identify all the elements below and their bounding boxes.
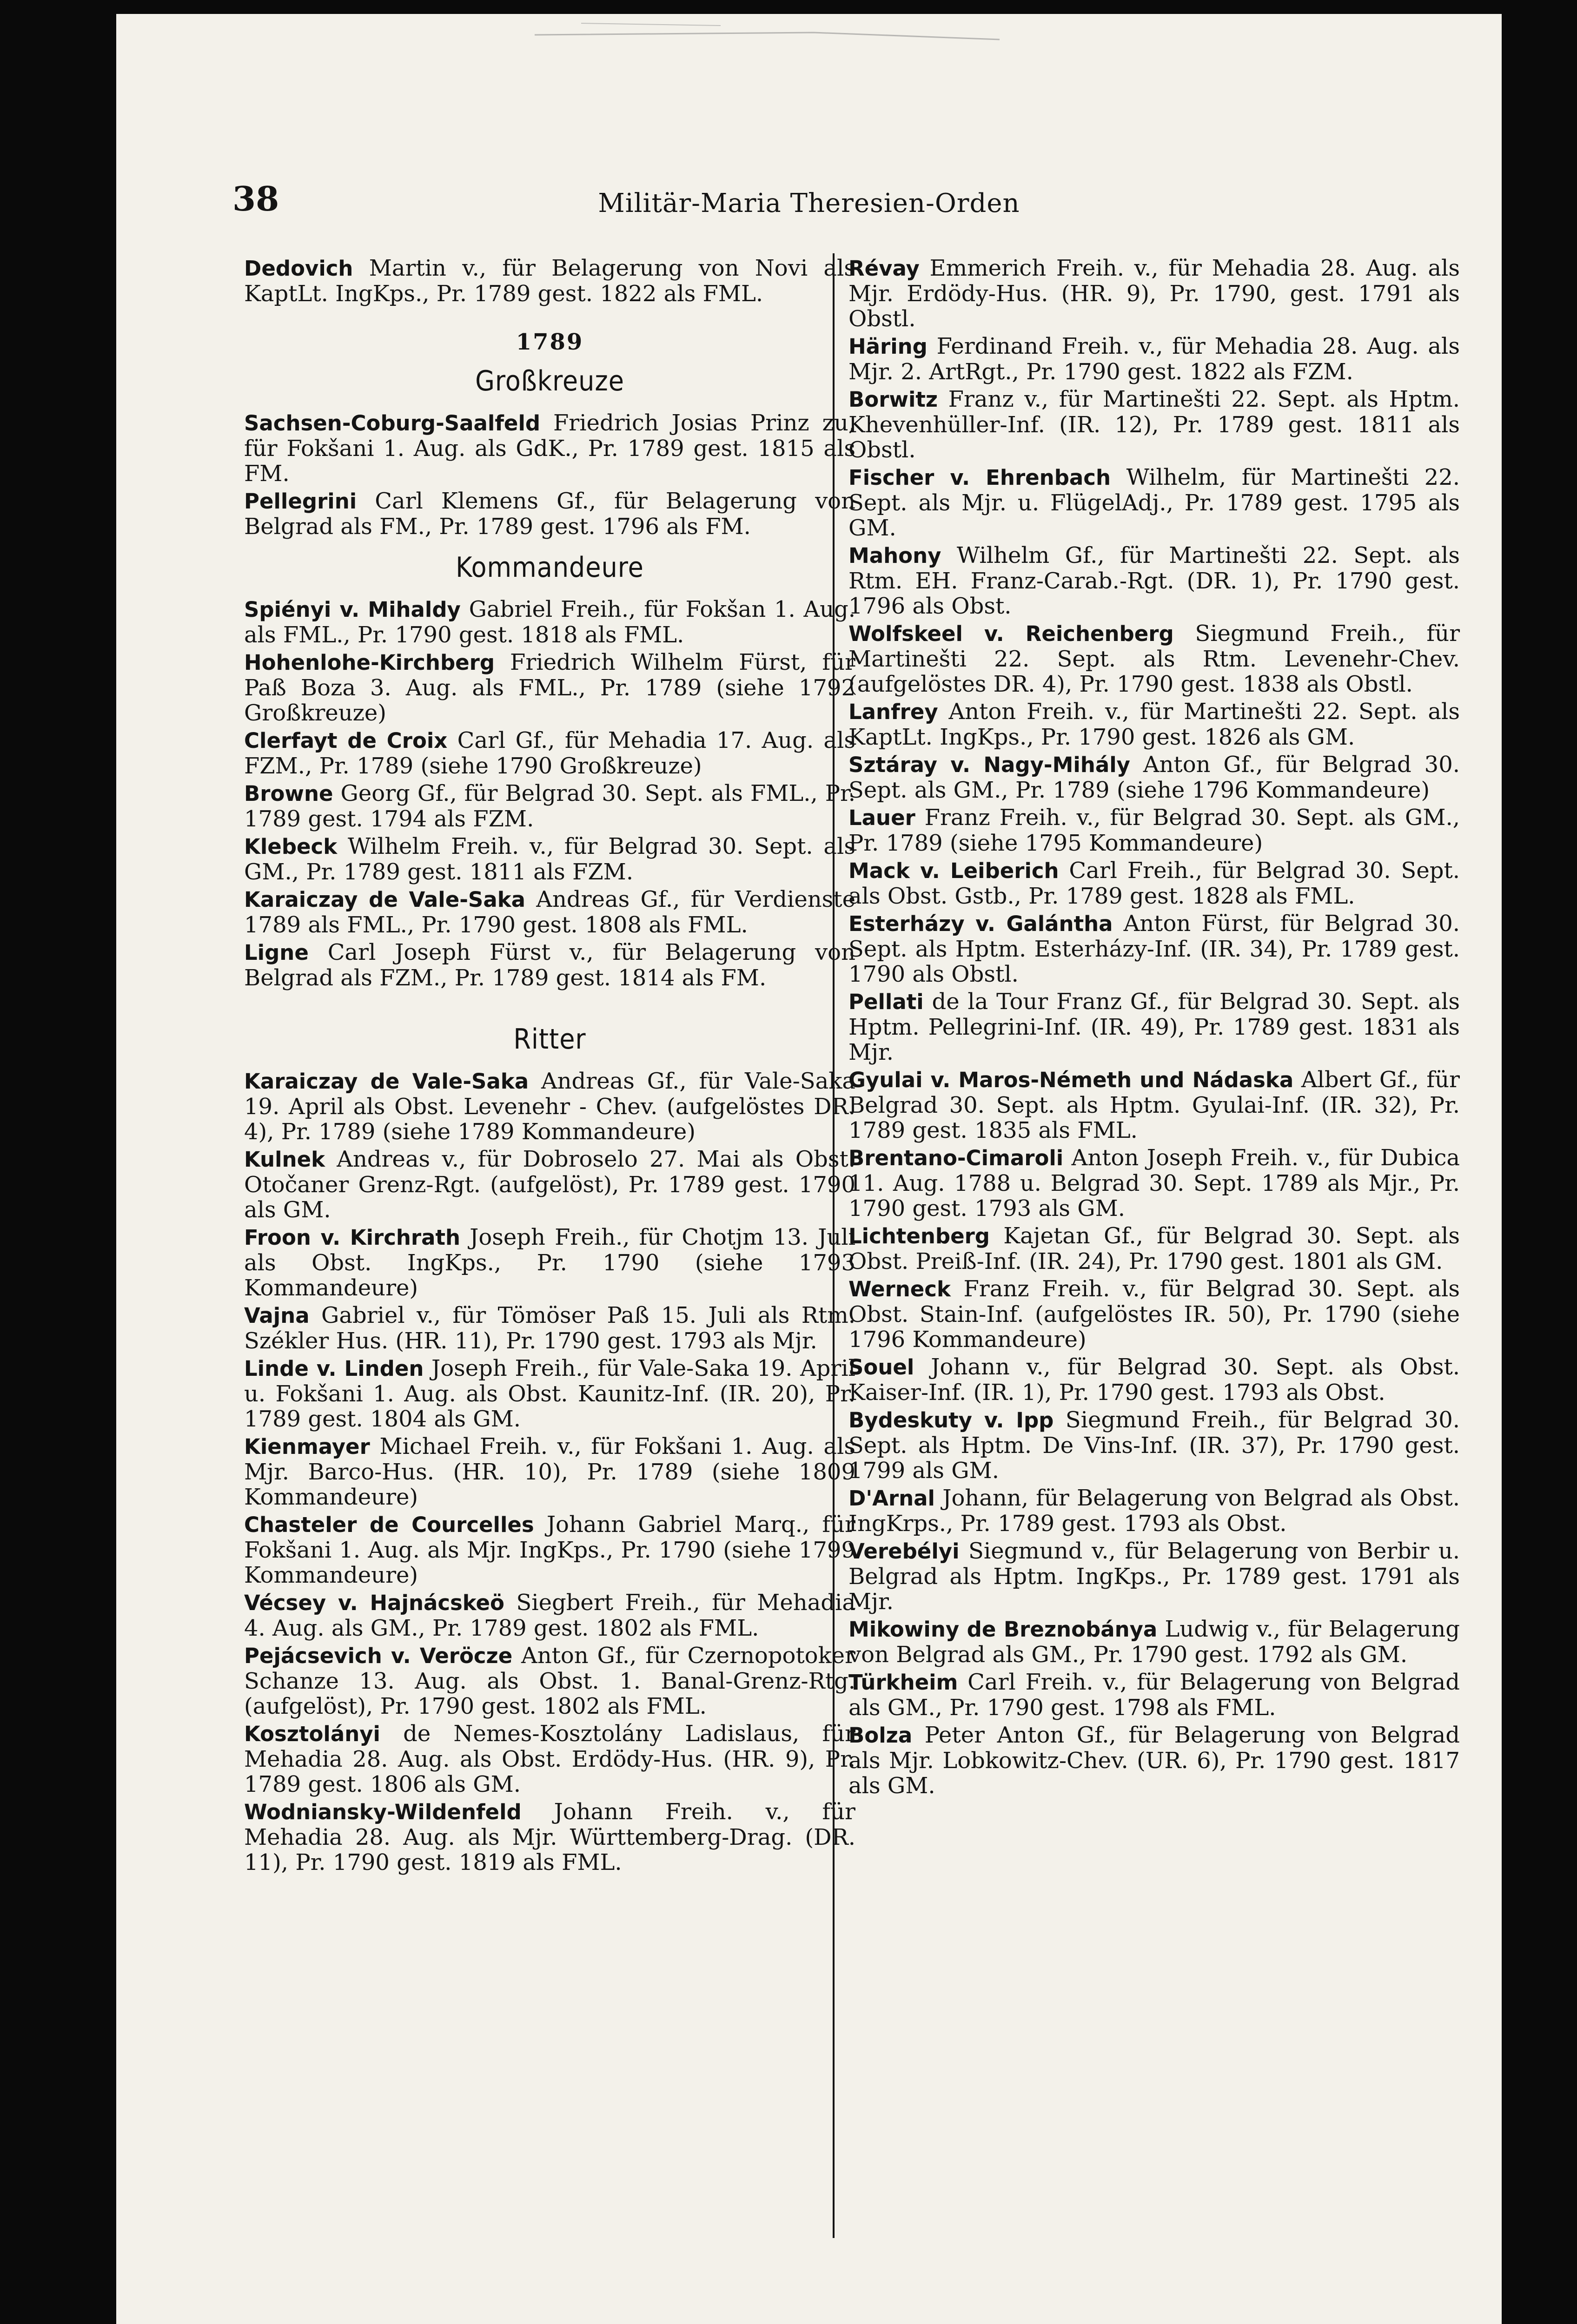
entry-text: Johann v., für Belgrad 30. Sept. als Obst. Kaiser-Inf. (IR. 1), Pr. 1790 gest. 1793 als Obst. [848,1354,1460,1406]
entry-name: Dedovich [244,256,353,281]
entry [244,1512,855,1588]
entry-text: Franz Freih. v., für Belgrad 30. Sept. als GM., Pr. 1789 (siehe 1795 Kommandeure) [848,805,1460,856]
entry-text: Friedrich Wilhelm Fürst, für Paß Boza 3. Aug. als FML., Pr. 1789 (siehe 1792 Großkreuze) [244,649,855,726]
entry-name: Werneck [848,1277,951,1301]
entry-name: Bydeskuty v. Ipp [848,1408,1054,1433]
entry [848,1486,1460,1536]
entry [848,621,1460,697]
section-heading-grosskreuze: Großkreuze [475,365,624,397]
entry-name: Browne [244,781,333,806]
entry [244,1799,855,1875]
entry-name: Froon v. Kirchrath [244,1225,461,1250]
entry-name: Verebélyi [848,1539,960,1564]
entry-text: Friedrich Josias Prinz zu, für Fokšani 1. Aug. als GdK., Pr. 1789 gest. 1815 als FM. [244,410,856,487]
entry [848,805,1460,856]
entry [848,334,1460,384]
entry [244,1147,855,1222]
entry-text: Joseph Freih., für Chotjm 13. Juli als Obst. IngKps., Pr. 1790 (siehe 1793 Kommandeure) [244,1224,855,1301]
entry-text: Franz Freih. v., für Belgrad 30. Sept. als Obst. Stain-Inf. (aufgelöstes IR. 50), Pr. 1790 (siehe 1796 Kommandeure) [848,1276,1460,1353]
entry-text: de la Tour Franz Gf., für Belgrad 30. Sept. als Hptm. Pellegrini-Inf. (IR. 49), Pr. 1789 gest. 1831 als Mjr. [848,989,1460,1065]
entry-name: Häring [848,334,928,359]
entry-name: Vajna [244,1303,310,1328]
year-heading: 1789 [516,329,584,355]
entry-text: de Nemes-Kosztolány Ladislaus, für Mehadia 28. Aug. als Obst. Erdödy-Hus. (HR. 9), Pr. 1789 gest. 1806 als GM. [244,1721,856,1797]
entry [848,1670,1460,1720]
entry [244,1434,855,1510]
entry-text: Johann Gabriel Marq., für Fokšani 1. Aug. als Mjr. IngKps., Pr. 1790 (siehe 1799 Kommandeure) [244,1512,855,1588]
entry-text: Siegmund Freih., für Martinešti 22. Sept. als Rtm. Levenehr-Chev. (aufgelöstes DR. 4), Pr. 1790 gest. 1838 als Obstl. [848,621,1460,697]
entry-text: Martin v., für Belagerung von Novi als KaptLt. IngKps., Pr. 1789 gest. 1822 als FML. [244,255,855,307]
entry-name: Chasteler de Courcelles [244,1512,534,1537]
entry-name: Karaiczay de Vale-Saka [244,887,525,912]
entry [848,989,1460,1065]
entry-text: Michael Freih. v., für Fokšani 1. Aug. als Mjr. Barco-Hus. (HR. 10), Pr. 1789 (siehe 1809 Kommandeure) [244,1433,856,1510]
entry-name: Fischer v. Ehrenbach [848,465,1111,490]
entry-text: Peter Anton Gf., für Belagerung von Belgrad als Mjr. Lobkowitz-Chev. (UR. 6), Pr. 1790 gest. 1817 als GM. [848,1722,1460,1799]
entry-text: Andreas Gf., für Vale-Saka 19. April als Obst. Levenehr - Chev. (aufgelöstes DR. 4), Pr. 1789 (siehe 1789 Kommandeure) [244,1068,855,1145]
entry-name: Lanfrey [848,700,938,724]
entry-name: Mikowiny de Breznobánya [848,1617,1158,1642]
entry [848,1723,1460,1798]
entry [244,410,855,486]
entry-name: Kosztolányi [244,1722,380,1746]
entry [848,256,1460,331]
entry-name: Mahony [848,543,941,568]
entry [244,940,855,990]
entry-name: Hohenlohe-Kirchberg [244,650,495,675]
entry [244,887,855,938]
entry-text: Ferdinand Freih. v., für Mehadia 28. Aug. als Mjr. 2. ArtRgt., Pr. 1790 gest. 1822 als FZM. [848,333,1460,385]
entry-text: Anton Joseph Freih. v., für Dubica 11. Aug. 1788 u. Belgrad 30. Sept. 1789 als Mjr., Pr. 1790 gest. 1793 als GM. [848,1145,1460,1221]
entry [244,1721,855,1797]
entry-text: Carl Gf., für Mehadia 17. Aug. als FZM., Pr. 1789 (siehe 1790 Großkreuze) [244,727,855,779]
entry [848,387,1460,462]
section-heading-kommandeure: Kommandeure [456,551,644,584]
entry-name: Klebeck [244,834,338,859]
entry-name: Lauer [848,805,915,830]
entry-text: Franz v., für Martinešti 22. Sept. als Hptm. Khevenhüller-Inf. (IR. 12), Pr. 1789 gest. 1811 als Obstl. [848,386,1460,463]
entry [244,489,855,539]
entry-name: Kienmayer [244,1434,370,1459]
entry-text: Johann Freih. v., für Mehadia 28. Aug. als Mjr. Württemberg-Drag. (DR. 11), Pr. 1790 gest. 1819 als FML. [244,1799,855,1875]
entry-name: Karaiczay de Vale-Saka [244,1069,529,1094]
entry [848,911,1460,987]
entry-name: Linde v. Linden [244,1356,424,1381]
entry-name: Pellati [848,990,924,1014]
entry [848,752,1460,803]
running-head: Militär-Maria Theresien-Orden [598,188,1020,218]
entry [848,543,1460,619]
entry [848,1067,1460,1143]
entry-text: Andreas v., für Dobroselo 27. Mai als Obst. Otočaner Grenz-Rgt. (aufgelöst), Pr. 1789 gest. 1790 als GM. [244,1146,855,1223]
entry-text: Albert Gf., für Belgrad 30. Sept. als Hptm. Gyulai-Inf. (IR. 32), Pr. 1789 gest. 1835 als FML. [848,1067,1460,1143]
entry-name: Gyulai v. Maros-Németh und Nádaska [848,1068,1294,1092]
entry [848,1223,1460,1274]
entry-name: Pellegrini [244,489,357,514]
entry [244,834,855,885]
right-column [848,256,1460,1801]
entry [244,1643,855,1719]
entry [244,1303,855,1353]
entry-text: Anton Freih. v., für Martinešti 22. Sept. als KaptLt. IngKps., Pr. 1790 gest. 1826 als GM. [848,699,1460,750]
entry-text: Gabriel v., für Tömöser Paß 15. Juli als Rtm. Székler Hus. (HR. 11), Pr. 1790 gest. 1793 als Mjr. [244,1302,855,1354]
entry-text: Kajetan Gf., für Belgrad 30. Sept. als Obst. Preiß-Inf. (IR. 24), Pr. 1790 gest. 1801 als GM. [848,1223,1460,1274]
entry [848,1276,1460,1352]
entry-name: Türkheim [848,1670,958,1695]
entry [848,1538,1460,1614]
entry [848,465,1460,541]
entry-name: Wodniansky-Wildenfeld [244,1800,522,1824]
entry [244,1225,855,1301]
entry-text: Wilhelm, für Martinešti 22. Sept. als Mjr. u. FlügelAdj., Pr. 1789 gest. 1795 als GM. [848,464,1460,541]
entry-text: Carl Klemens Gf., für Belagerung von Belgrad als FM., Pr. 1789 gest. 1796 als FM. [244,488,855,540]
entry-name: Sztáray v. Nagy-Mihály [848,753,1130,777]
entry-name: Borwitz [848,387,938,412]
entry [848,858,1460,909]
entry-name: D'Arnal [848,1486,935,1511]
entry-name: Ligne [244,940,309,965]
entry-text: Anton Gf., für Czernopotoker Schanze 13. Aug. als Obst. 1. Banal-Grenz-Rtg. (aufgelöst), Pr. 1790 gest. 1802 als FML. [244,1643,855,1719]
section-heading-ritter: Ritter [513,1023,586,1056]
entry-text: Carl Joseph Fürst v., für Belagerung von Belgrad als FZM., Pr. 1789 gest. 1814 als FM. [244,939,855,991]
scan-artifacts [116,14,1502,70]
entry-text: Joseph Freih., für Vale-Saka 19. April u. Fokšani 1. Aug. als Obst. Kaunitz-Inf. (IR. 20), Pr. 1789 gest. 1804 als GM. [244,1355,855,1432]
entry-name: Bolza [848,1723,913,1748]
entry [244,650,855,726]
entry-name: Wolfskeel v. Reichenberg [848,621,1174,646]
entry [848,1617,1460,1667]
entry-name: Pejácsevich v. Veröcze [244,1644,513,1668]
entry [848,1354,1460,1405]
entry-name: Lichtenberg [848,1224,990,1248]
entry-name: Brentano-Cimaroli [848,1146,1064,1170]
entry-text: Wilhelm Freih. v., für Belgrad 30. Sept. als GM., Pr. 1789 gest. 1811 als FZM. [244,833,855,885]
entry-name: Spiényi v. Mihaldy [244,597,461,622]
entry-text: Anton Fürst, für Belgrad 30. Sept. als Hptm. Esterházy-Inf. (IR. 34), Pr. 1789 gest. 1790 als Obstl. [848,911,1460,987]
entry [244,781,855,832]
entry-text: Georg Gf., für Belgrad 30. Sept. als FML., Pr. 1789 gest. 1794 als FZM. [244,780,855,832]
entry-text: Wilhelm Gf., für Martinešti 22. Sept. als Rtm. EH. Franz-Carab.-Rgt. (DR. 1), Pr. 1790 gest. 1796 als Obst. [848,542,1460,619]
entry-name: Mack v. Leiberich [848,858,1059,883]
entry [244,1590,855,1641]
entry-name: Souel [848,1355,914,1380]
entry-text: Johann, für Belagerung von Belgrad als Obst. IngKrps., Pr. 1789 gest. 1793 als Obst. [848,1485,1460,1537]
book-page [116,14,1502,2324]
entry-name: Révay [848,256,920,281]
entry [244,597,855,647]
entry-text: Ludwig v., für Belagerung von Belgrad als GM., Pr. 1790 gest. 1792 als GM. [848,1616,1460,1668]
left-column [244,256,855,1877]
entry-name: Esterházy v. Galántha [848,911,1113,936]
entry-text: Anton Gf., für Belgrad 30. Sept. als GM., Pr. 1789 (siehe 1796 Kommandeure) [848,752,1460,803]
entry-text: Gabriel Freih., für Fokšan 1. Aug. als FML., Pr. 1790 gest. 1818 als FML. [244,596,855,648]
entry [848,699,1460,750]
page-number: 38 [232,179,279,218]
entry-name: Sachsen-Coburg-Saalfeld [244,411,541,436]
entry-name: Kulnek [244,1147,325,1172]
entry-text: Emmerich Freih. v., für Mehadia 28. Aug. als Mjr. Erdödy-Hus. (HR. 9), Pr. 1790, gest. 1791 als Obstl. [848,255,1460,332]
entry [848,1407,1460,1483]
entry-text: Andreas Gf., für Verdienste 1789 als FML., Pr. 1790 gest. 1808 als FML. [244,886,855,938]
entry [244,1356,855,1432]
entry [848,1145,1460,1221]
entry-text: Carl Freih., für Belgrad 30. Sept. als Obst. Gstb., Pr. 1789 gest. 1828 als FML. [848,858,1460,909]
entry [244,728,855,779]
entry [244,1069,855,1144]
entry [244,256,855,306]
entry-text: Carl Freih. v., für Belagerung von Belgrad als GM., Pr. 1790 gest. 1798 als FML. [848,1669,1460,1721]
entry-text: Siegmund Freih., für Belgrad 30. Sept. als Hptm. De Vins-Inf. (IR. 37), Pr. 1790 gest. 1799 als GM. [848,1407,1460,1484]
entry-text: Siegbert Freih., für Mehadia 4. Aug. als GM., Pr. 1789 gest. 1802 als FML. [244,1590,855,1641]
entry-name: Clerfayt de Croix [244,728,448,753]
entry-name: Vécsey v. Hajnácskeö [244,1591,504,1615]
entry-text: Siegmund v., für Belagerung von Berbir u. Belgrad als Hptm. IngKps., Pr. 1789 gest. 1791 als Mjr. [848,1538,1460,1615]
